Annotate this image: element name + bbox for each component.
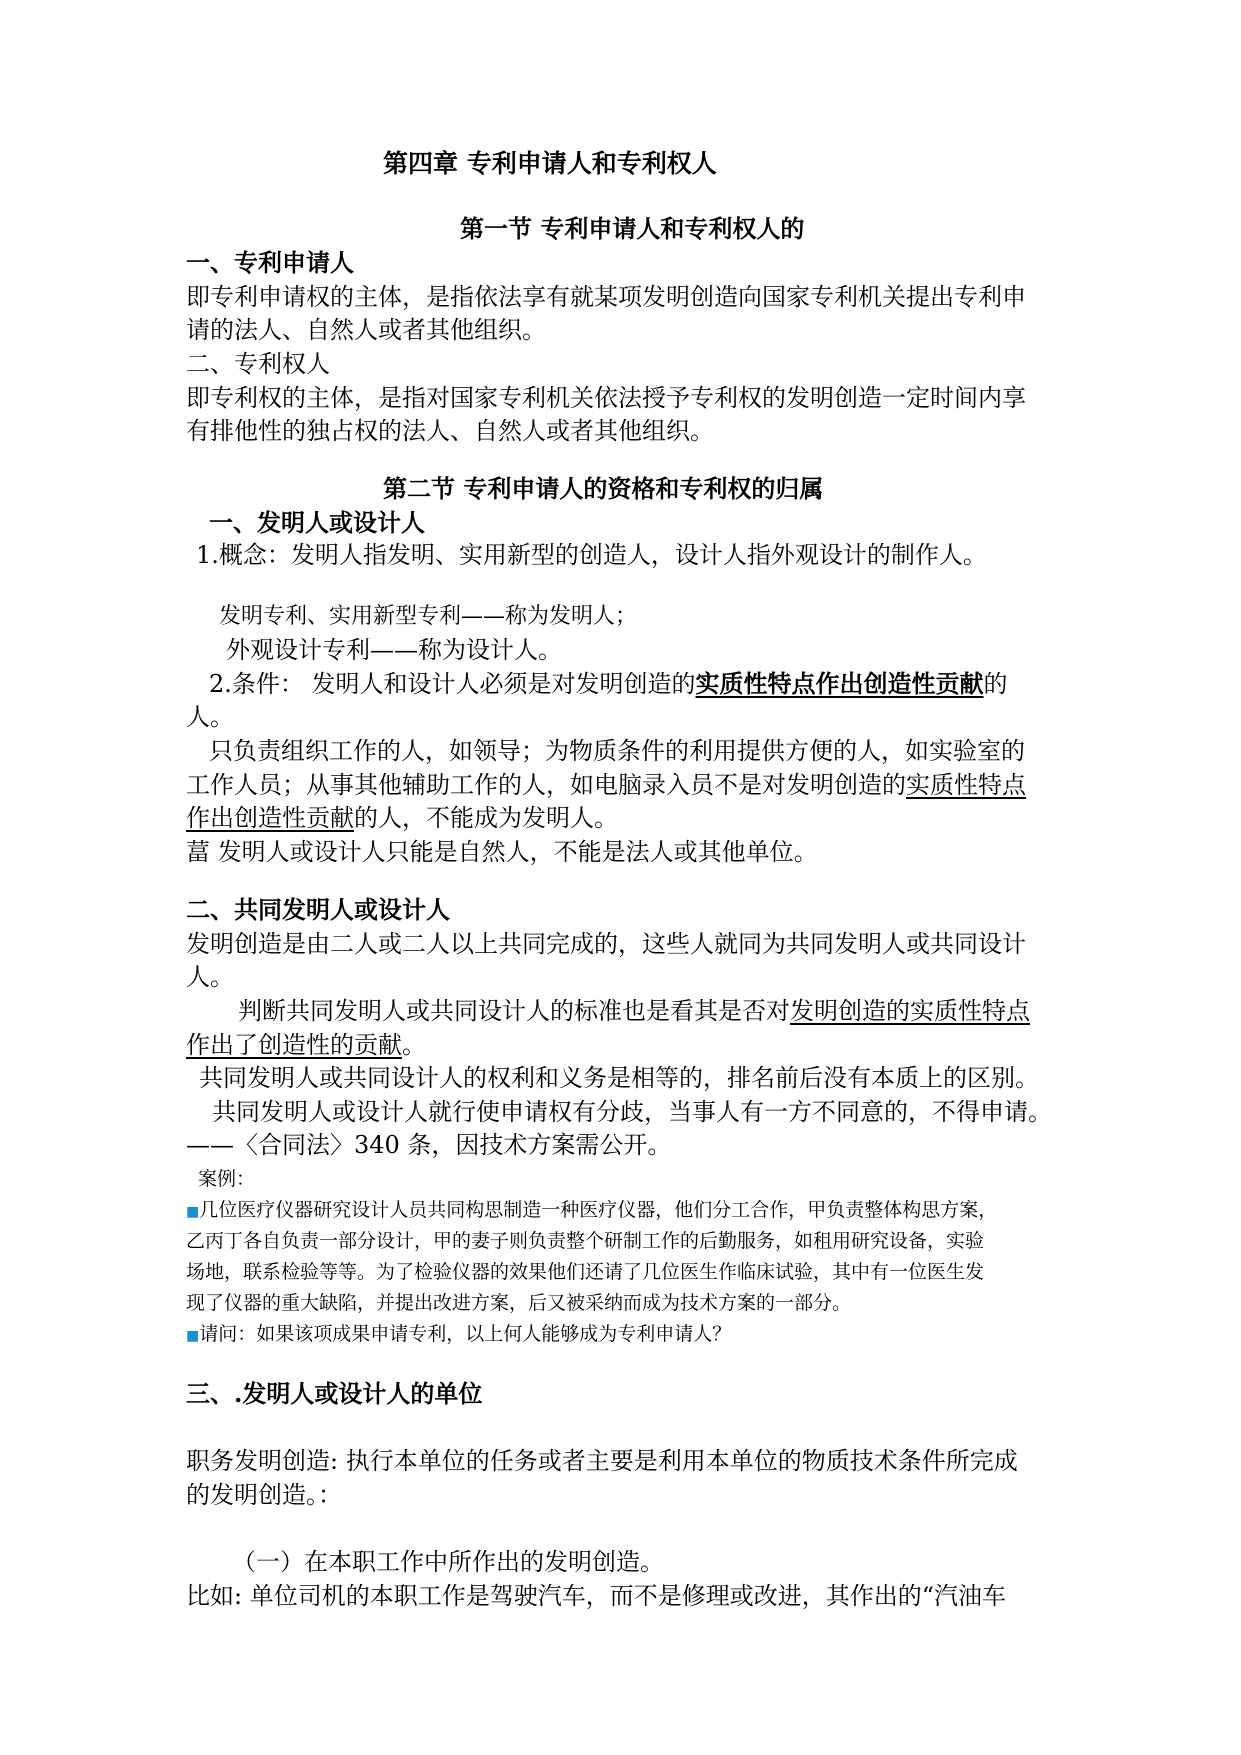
list-item: 外观设计专利——称为设计人。 bbox=[226, 636, 562, 664]
text: 。 bbox=[402, 1031, 426, 1059]
paragraph-line: 职务发明创造: 执行本单位的任务或者主要是利用本单位的物质技术条件所完成 bbox=[186, 1447, 1018, 1475]
paragraph-line: 发明创造是由二人或二人以上共同完成的，这些人就同为共同发明人或共同设计 bbox=[186, 930, 1026, 958]
condition-suffix: 的 bbox=[983, 670, 1008, 698]
list-item: 发明专利、实用新型专利——称为发明人； bbox=[219, 604, 638, 629]
paragraph-line bbox=[186, 1028, 426, 1062]
paragraph-line bbox=[186, 768, 1026, 802]
paragraph-line: 葍 发明人或设计人只能是自然人，不能是法人或其他单位。 bbox=[186, 838, 818, 866]
case-line: 场地，联系检验等等。为了检验仪器的效果他们还请了几位医生作临床试验，其中有一位医生发 bbox=[186, 1261, 985, 1283]
concept-line: 1.概念：发明人指发明、实用新型的创造人，设计人指外观设计的制作人。 bbox=[196, 541, 987, 569]
text: 工作人员；从事其他辅助工作的人，如电脑录入员不是对发明创造的 bbox=[186, 771, 906, 799]
bullet-square-icon: ■ bbox=[186, 1328, 200, 1344]
paragraph-line: 只负责组织工作的人，如领导；为物质条件的利用提供方便的人，如实验室的 bbox=[209, 737, 1025, 765]
paragraph-line: 的发明创造。： bbox=[186, 1481, 342, 1509]
text: 判断共同发明人或共同设计人的标准也是看其是否对 bbox=[238, 997, 790, 1025]
text: 请问：如果该项成果申请专利，以上何人能够成为专利申请人？ bbox=[199, 1323, 732, 1345]
case-line: 乙丙丁各自负责一部分设计，甲的妻子则负责整个研制工作的后勤服务，如租用研究设备，实验 bbox=[186, 1230, 985, 1252]
case-label: 案例： bbox=[198, 1168, 256, 1190]
case-line bbox=[186, 1195, 997, 1227]
heading-patentee: 二、专利权人 bbox=[186, 350, 330, 378]
case-line: 现了仪器的重大缺陷，并提出改进方案，后又被采纳而成为技术方案的一部分。 bbox=[186, 1292, 852, 1314]
paragraph-line: 人。 bbox=[186, 703, 234, 731]
underlined-text: 实质性特点 bbox=[906, 771, 1026, 799]
underlined-text: 发明创造的实质性特点 bbox=[790, 997, 1030, 1025]
paragraph-line: 共同发明人或共同设计人的权利和义务是相等的，排名前后没有本质上的区别。 bbox=[199, 1064, 1039, 1092]
paragraph-line: 有排他性的独占权的法人、自然人或者其他组织。 bbox=[186, 417, 714, 445]
condition-text: 2.条件： 发明人和设计人必须是对发明创造的 bbox=[209, 670, 696, 698]
chapter-title: 第四章 专利申请人和专利权人 bbox=[383, 149, 717, 178]
section-2-title: 第二节 专利申请人的资格和专利权的归属 bbox=[383, 474, 824, 503]
paragraph-line: 人。 bbox=[186, 963, 234, 991]
paragraph-line bbox=[238, 994, 1030, 1028]
question-line bbox=[186, 1319, 731, 1351]
heading-inventor: 一、发明人或设计人 bbox=[209, 508, 425, 537]
condition-emphasis: 实质性特点作出创造性贡献 bbox=[695, 669, 984, 698]
underlined-text: 作出了创造性的贡献 bbox=[186, 1031, 402, 1059]
paragraph-line: 比如: 单位司机的本职工作是驾驶汽车，而不是修理或改进，其作出的“汽油车 bbox=[186, 1582, 1006, 1610]
paragraph-line: ——〈合同法〉340 条，因技术方案需公开。 bbox=[186, 1131, 672, 1159]
heading-inventor-unit: 三、.发明人或设计人的单位 bbox=[186, 1379, 483, 1408]
paragraph-line: 共同发明人或设计人就行使申请权有分歧，当事人有一方不同意的，不得申请。 bbox=[212, 1098, 1052, 1126]
bullet-square-icon: ■ bbox=[186, 1204, 200, 1220]
paragraph-line: 即专利权的主体，是指对国家专利机关依法授予专利权的发明创造一定时间内享 bbox=[186, 384, 1026, 412]
list-item: （一）在本职工作中所作出的发明创造。 bbox=[232, 1548, 664, 1576]
underlined-text: 作出创造性贡献 bbox=[186, 804, 354, 832]
paragraph-line: 请的法人、自然人或者其他组织。 bbox=[186, 316, 546, 344]
paragraph-line bbox=[186, 801, 618, 835]
heading-patent-applicant: 一、专利申请人 bbox=[186, 248, 354, 277]
condition-line bbox=[209, 667, 1008, 701]
heading-co-inventor: 二、共同发明人或设计人 bbox=[186, 895, 450, 924]
paragraph-line: 即专利申请权的主体，是指依法享有就某项发明创造向国家专利机关提出专利申 bbox=[186, 283, 1026, 311]
text: 的人，不能成为发明人。 bbox=[354, 804, 618, 832]
text: 几位医疗仪器研究设计人员共同构思制造一种医疗仪器，他们分工合作，甲负责整体构思方案， bbox=[199, 1199, 998, 1221]
section-1-title: 第一节 专利申请人和专利权人的 bbox=[460, 214, 805, 243]
